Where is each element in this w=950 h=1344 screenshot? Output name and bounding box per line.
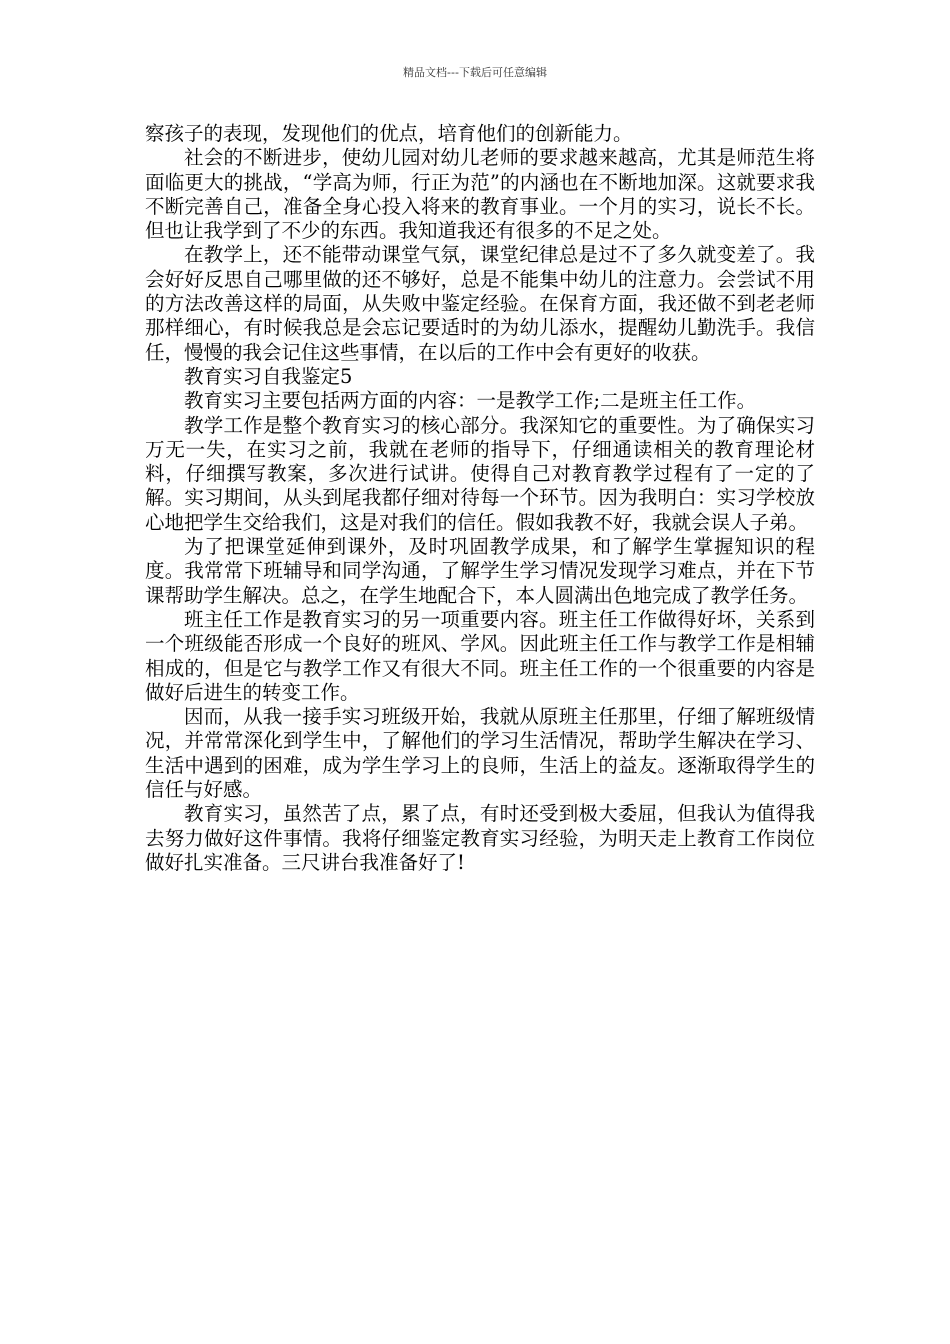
paragraph-3: 在教学上，还不能带动课堂气氛，课堂纪律总是过不了多久就变差了。我会好好反思自己哪里做的还不够好，总是不能集中幼儿的注意力。会尝试不用的方法改善这样的局面，从失败中鉴定经验。在保育方面，我还做不到老老师那样细心，有时候我总是会忘记要适时的为幼儿添水，提醒幼儿勤洗手。我信任，慢慢的我会记住这些事情，在以后的工作中会有更好的收获。 (145, 243, 815, 364)
paragraph-8: 因而，从我一接手实习班级开始，我就从原班主任那里，仔细了解班级情况，并常常深化到学生中，了解他们的学习生活情况，帮助学生解决在学习、生活中遇到的困难，成为学生学习上的良师，生活上的益友。逐渐取得学生的信任与好感。 (145, 705, 815, 802)
paragraph-6: 为了把课堂延伸到课外，及时巩固教学成果，和了解学生掌握知识的程度。我常常下班辅导和同学沟通，了解学生学习情况发现学习难点，并在下节课帮助学生解决。总之，在学生地配合下，本人圆满出色地完成了教学任务。 (145, 535, 815, 607)
section-heading: 教育实习自我鉴定5 (184, 364, 353, 388)
paragraph-7: 班主任工作是教育实习的另一项重要内容。班主任工作做得好坏，关系到一个班级能否形成一个良好的班风、学风。因此班主任工作与教学工作是相辅相成的，但是它与教学工作又有很大不同。班主任工作的一个很重要的内容是做好后进生的转变工作。 (145, 607, 815, 704)
paragraph-5: 教学工作是整个教育实习的核心部分。我深知它的重要性。为了确保实习万无一失，在实习之前，我就在老师的指导下，仔细通读相关的教育理论材料，仔细撰写教案，多次进行试讲。使得自己对教育教学过程有了一定的了解。实习期间，从头到尾我都仔细对待每一个环节。因为我明白：实习学校放心地把学生交给我们，这是对我们的信任。假如我教不好，我就会误人子弟。 (145, 413, 815, 534)
paragraph-1: 察孩子的表现，发现他们的优点，培育他们的创新能力。 (145, 122, 633, 145)
document-body (145, 122, 815, 875)
paragraph-2: 社会的不断进步，使幼儿园对幼儿老师的要求越来越高，尤其是师范生将面临更大的挑战，“学高为师，行正为范”的内涵也在不断地加深。这就要求我不断完善自己，准备全身心投入将来的教育事业。一个月的实习，说长不长。但也让我学到了不少的东西。我知道我还有很多的不足之处。 (145, 146, 815, 243)
paragraph-9: 教育实习，虽然苦了点，累了点，有时还受到极大委屈，但我认为值得我去努力做好这件事情。我将仔细鉴定教育实习经验，为明天走上教育工作岗位做好扎实准备。三尺讲台我准备好了! (145, 802, 815, 874)
paragraph-4: 教育实习主要包括两方面的内容：一是教学工作;二是班主任工作。 (184, 389, 757, 413)
page-header-note: 精品文档---下载后可任意编辑 (403, 66, 547, 79)
